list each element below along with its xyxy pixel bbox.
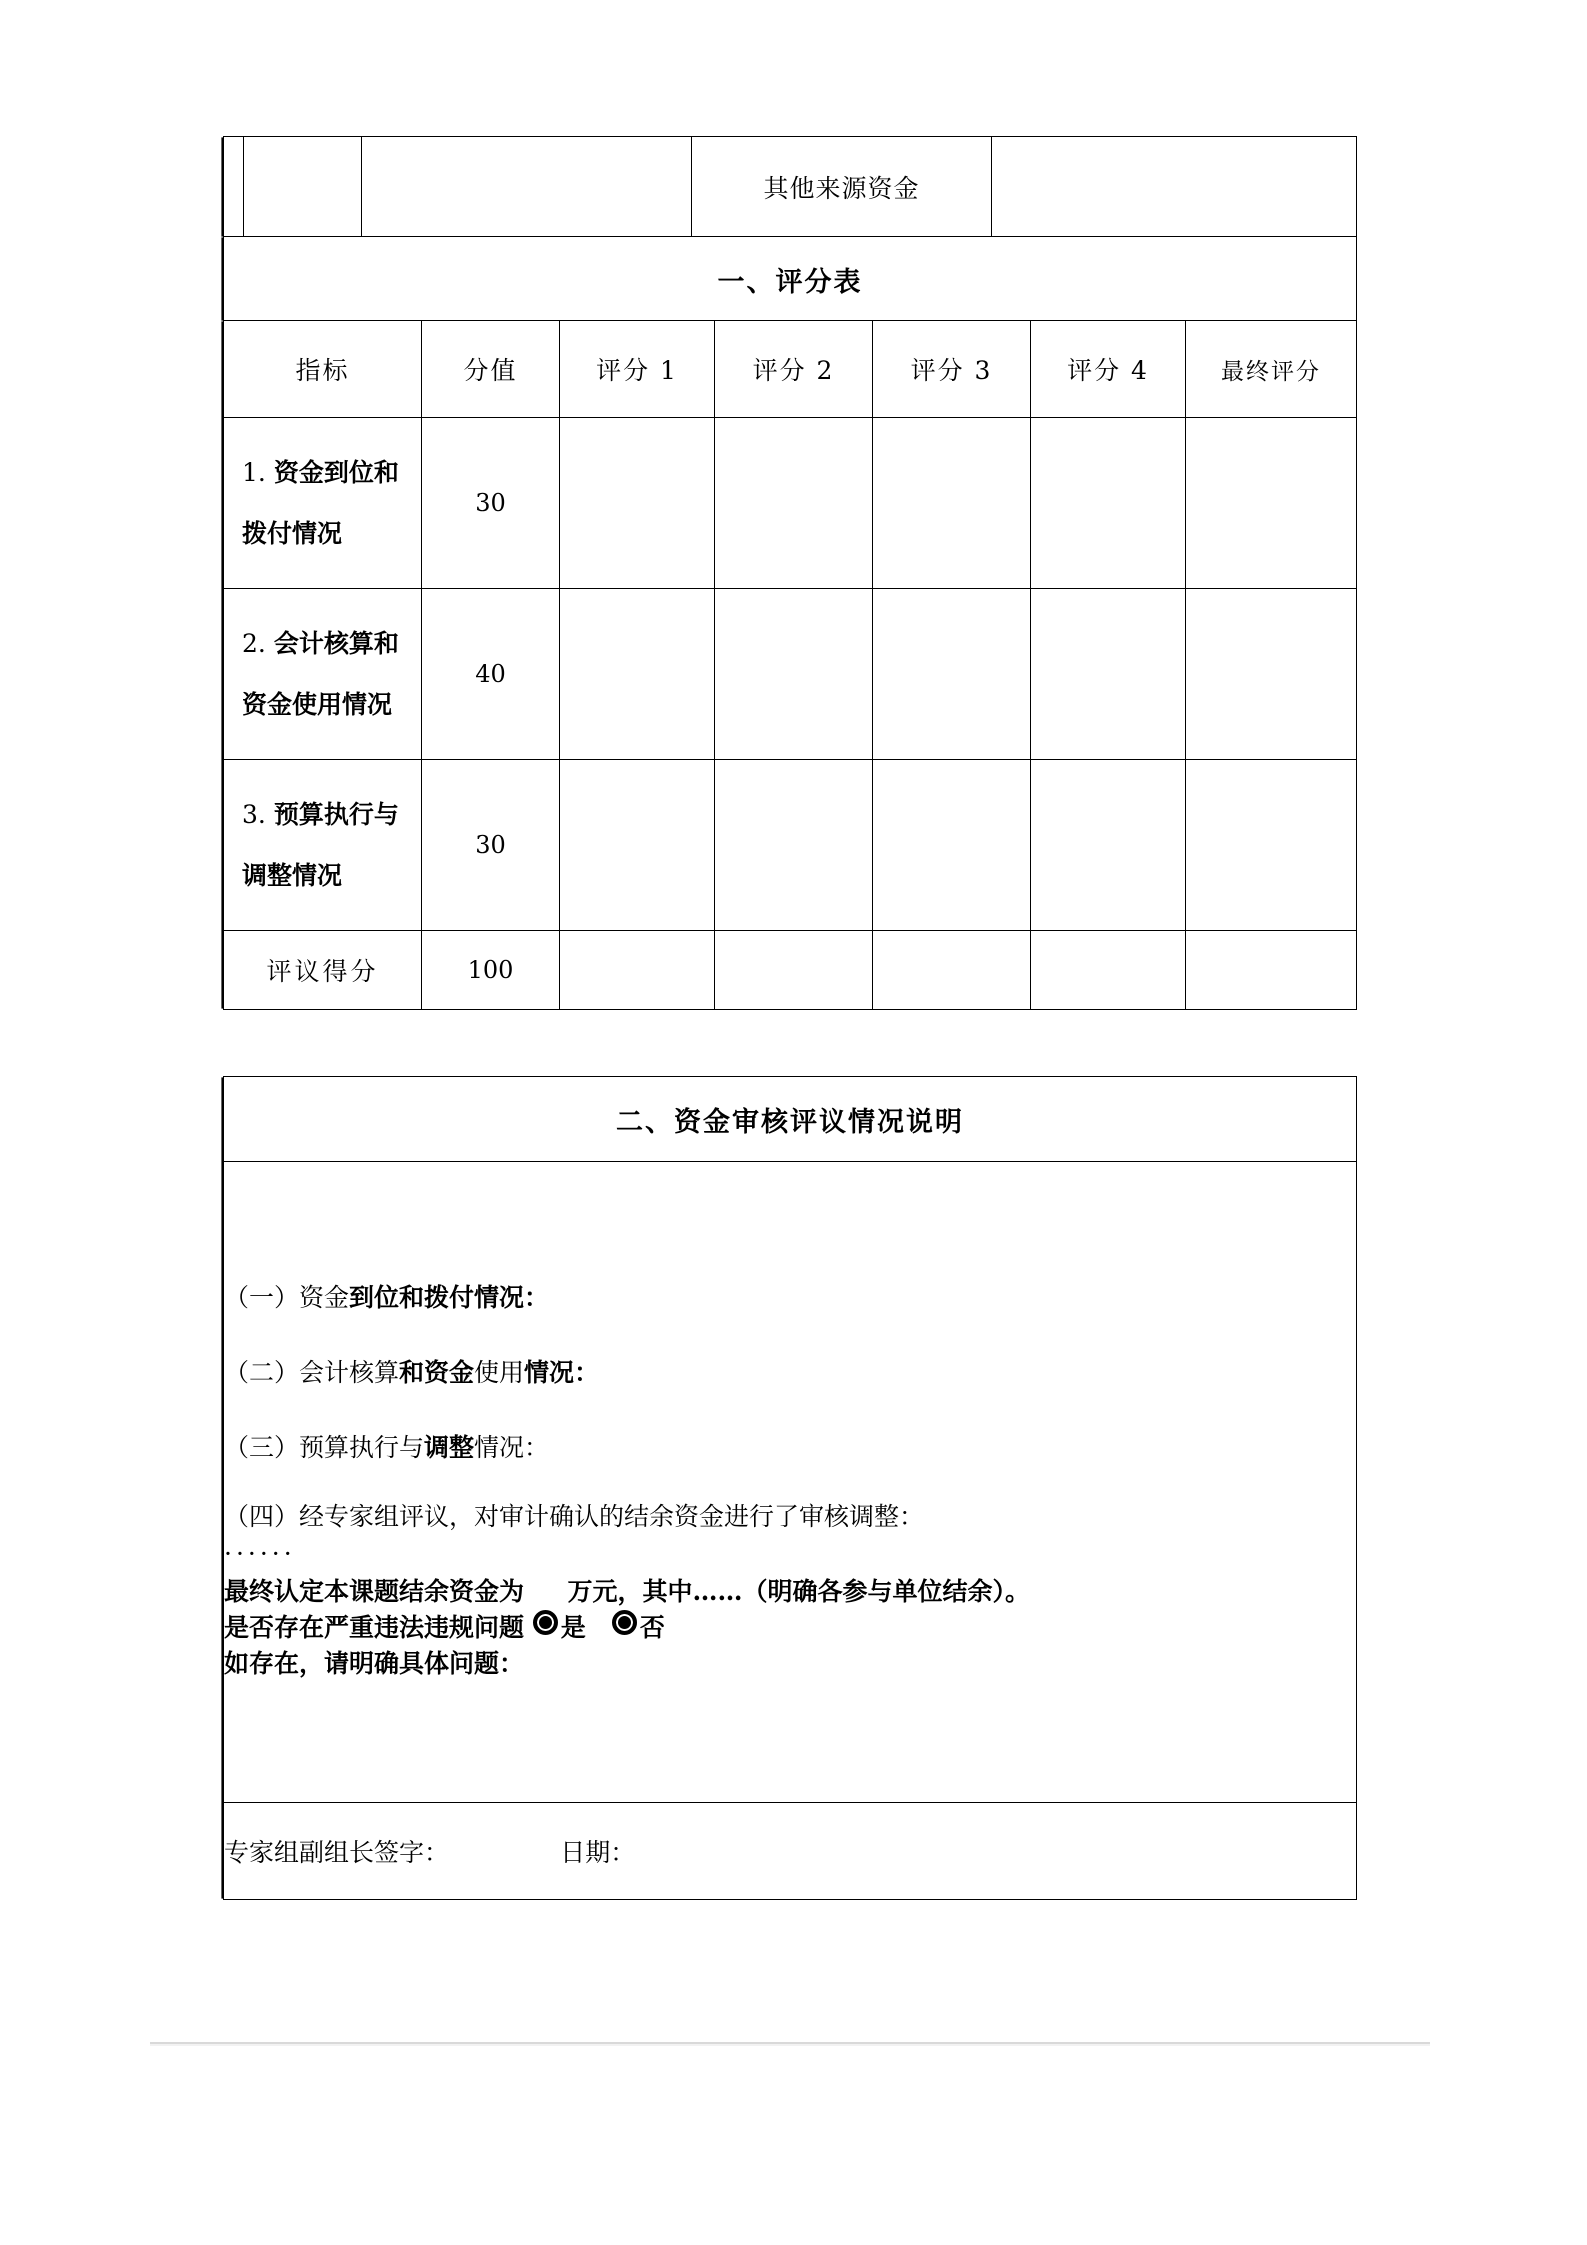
total-score-row [224,931,1357,1010]
funding-source-row [224,137,1357,238]
explanation-item-3-prefix: （三）预算执行与 [224,1433,425,1463]
total-cell-1[interactable] [560,931,715,1010]
table-row [224,589,1357,760]
score-cell-2-4[interactable] [1031,589,1186,760]
indicator-text-1b: 拨付情况 [242,519,343,548]
total-cell-4[interactable] [1031,931,1186,1010]
col-header-points: 分值 [422,321,560,418]
score-table-header-row [224,321,1357,418]
explanation-item-2-bold2: 情况 [524,1357,575,1387]
indicator-points-2: 40 [422,589,560,760]
explanation-item-2-mid: 使用 [474,1357,525,1387]
final-amount-line: 最终认定本课题结余资金为 万元，其中……（明确各参与单位结余）。 [224,1576,1031,1606]
explanation-item-3-suffix: 情况： [474,1433,550,1463]
total-label: 评议得分 [224,931,422,1010]
section-one-row [224,237,1357,322]
final-score-cell-1[interactable] [1186,418,1357,589]
indicator-text-2a: 会计核算和 [273,628,399,658]
indicator-text-3b: 调整情况 [242,861,343,890]
indicator-points-1: 30 [422,418,560,589]
indicator-text-2b: 资金使用情况 [242,690,393,719]
score-cell-1-3[interactable] [873,418,1031,589]
score-cell-1-2[interactable] [715,418,873,589]
top-cell-spacer [224,137,244,238]
option-no-label[interactable]: 否 [639,1612,665,1642]
score-cell-3-2[interactable] [715,760,873,931]
signature-area[interactable] [224,1803,1357,1900]
explanation-item-4: （四）经专家组评议，对审计确认的结余资金进行了审核调整： [224,1502,925,1532]
top-cell-blank-2 [362,137,692,238]
section-one-band-table [223,236,1357,322]
violation-question-label: 是否存在严重违法违规问题 [224,1612,525,1642]
date-label: 日期： [560,1838,636,1867]
signer-label: 专家组副组长签字： [224,1838,450,1867]
explanation-item-1-prefix: （一）资金 [224,1282,350,1312]
evaluation-form-table [223,136,1357,238]
explanation-body[interactable] [224,1162,1357,1803]
top-cell-blank-1 [244,137,362,238]
radio-yes-icon[interactable] [533,1610,558,1635]
page-separator [150,2042,1430,2046]
radio-no-icon[interactable] [612,1610,637,1635]
col-header-indicator: 指标 [224,321,422,418]
explanation-item-1-suffix: ： [524,1282,550,1312]
explanation-item-3-bold: 调整 [424,1433,475,1463]
other-source-funds-label: 其他来源资金 [692,137,992,238]
table-row [224,418,1357,589]
signature-row [224,1803,1357,1900]
final-score-cell-2[interactable] [1186,589,1357,760]
indicator-label-2 [224,589,422,760]
section-two-row [224,1077,1357,1162]
total-final-cell[interactable] [1186,931,1357,1010]
explanation-item-1-bold: 到位和拨付情况 [349,1282,525,1312]
score-cell-1-4[interactable] [1031,418,1186,589]
section-two-title: 二、资金审核评议情况说明 [224,1077,1357,1162]
indicator-text-1a: 资金到位和 [273,457,399,487]
top-cell-blank-3 [992,137,1357,238]
indicator-label-3 [224,760,422,931]
explanation-ellipsis: ······ [224,1538,296,1568]
col-header-score-2: 评分 2 [715,321,873,418]
indicator-number-3: 3. [242,799,266,829]
score-cell-3-4[interactable] [1031,760,1186,931]
indicator-points-3: 30 [422,760,560,931]
explanation-item-3 [224,1432,1356,1463]
table-row [224,760,1357,931]
score-cell-3-1[interactable] [560,760,715,931]
col-header-final-score: 最终评分 [1186,321,1357,418]
total-points: 100 [422,931,560,1010]
col-header-score-1: 评分 1 [560,321,715,418]
score-table [223,320,1357,1010]
explanation-item-2-prefix: （二）会计核算 [224,1357,400,1387]
indicator-text-3a: 预算执行与 [273,799,399,829]
indicator-number-2: 2. [242,628,266,658]
explanation-row [224,1162,1357,1803]
explanation-item-2-suffix: ： [574,1357,600,1387]
explanation-item-2 [224,1357,1356,1388]
violation-question-line [224,1610,1356,1646]
if-exists-line: 如存在，请明确具体问题： [224,1649,525,1679]
section-two-table [223,1076,1357,1900]
col-header-score-3: 评分 3 [873,321,1031,418]
total-cell-3[interactable] [873,931,1031,1010]
indicator-label-1 [224,418,422,589]
option-yes-label[interactable]: 是 [560,1612,586,1642]
section-one-title: 一、评分表 [224,237,1357,322]
col-header-score-4: 评分 4 [1031,321,1186,418]
total-cell-2[interactable] [715,931,873,1010]
final-score-cell-3[interactable] [1186,760,1357,931]
score-cell-2-3[interactable] [873,589,1031,760]
score-cell-1-1[interactable] [560,418,715,589]
score-cell-3-3[interactable] [873,760,1031,931]
explanation-item-1 [224,1282,1356,1313]
indicator-number-1: 1. [242,457,266,487]
score-cell-2-2[interactable] [715,589,873,760]
score-cell-2-1[interactable] [560,589,715,760]
explanation-item-2-bold: 和资金 [399,1357,475,1387]
